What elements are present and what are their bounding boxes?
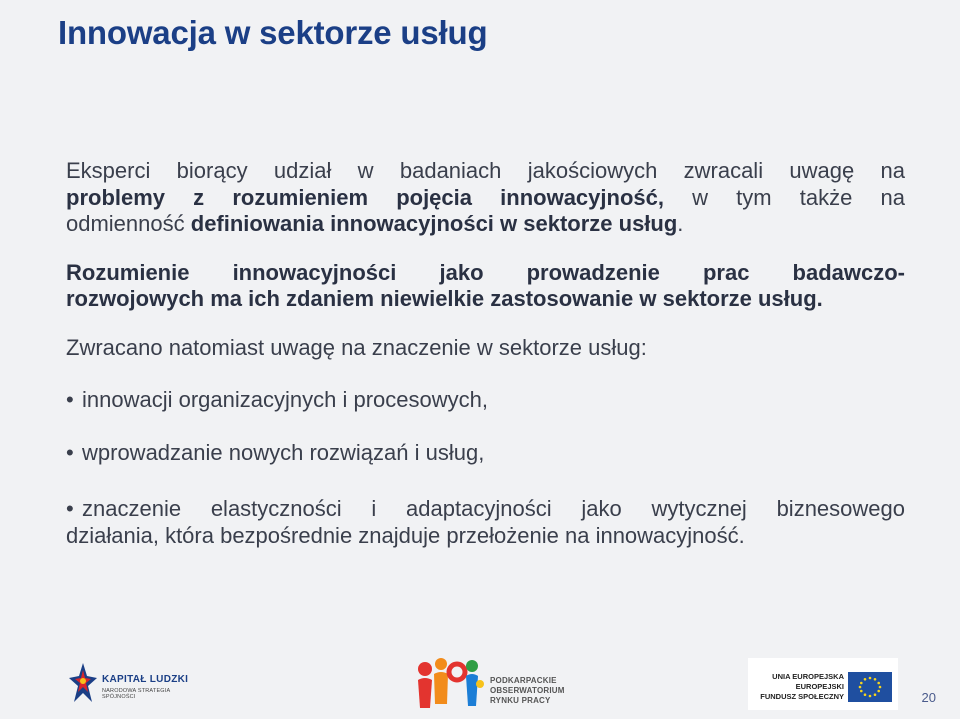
kapital-ludzki-logo [68, 660, 198, 706]
eu-line: EUROPEJSKI [795, 682, 844, 691]
paragraph-line [66, 496, 905, 523]
slide-title: Innowacja w sektorze usług [58, 14, 488, 51]
paragraph-line: Rozumienie innowacyjności jako prowadzenie prac badawczo- [66, 259, 905, 285]
observatory-line: PODKARPACKIE [490, 676, 557, 685]
observatory-line: RYNKU PRACY [490, 696, 551, 705]
bullet-item [66, 496, 905, 549]
bullet-item [66, 387, 905, 414]
observatory-figures-icon [414, 656, 486, 712]
paragraph-line: działania, która bezpośrednie znajduje przełożenie na innowacyjność. [66, 522, 745, 548]
bold-phrase: definiowania innowacyjności w sektorze usług [190, 211, 678, 236]
eu-flag-icon [848, 672, 892, 702]
page-number: 20 [921, 690, 936, 705]
paragraph-line: Eksperci biorący udział w badaniach jakościowych zwracali uwagę na [66, 158, 905, 183]
paragraph-line [66, 185, 905, 212]
eu-line: FUNDUSZ SPOŁECZNY [760, 692, 844, 701]
eu-logo [748, 658, 898, 710]
kapital-ludzki-title: KAPITAŁ LUDZKI [102, 674, 189, 685]
paragraph-experts [66, 158, 905, 238]
observatory-logo [414, 656, 574, 712]
plain-phrase: w tym także na [663, 184, 905, 210]
eu-text [758, 672, 844, 702]
bullet-text: wprowadzanie nowych rozwiązań i usług, [82, 439, 485, 465]
bullet-dot: • [66, 496, 74, 521]
bullet-text: znaczenie elastyczności i adaptacyjności jako wytycznej biznesowego [82, 496, 905, 521]
observatory-text [490, 676, 565, 706]
paragraph-line [66, 211, 905, 238]
plain-phrase: odmienność [66, 211, 191, 236]
plain-phrase: . [677, 211, 684, 236]
bold-phrase: problemy z rozumieniem pojęcia innowacyjność, [66, 184, 664, 210]
paragraph-attention: Zwracano natomiast uwagę na znaczenie w sektorze usług: [66, 334, 647, 360]
observatory-line: OBSERWATORIUM [490, 686, 565, 695]
paragraph-understanding [66, 260, 905, 313]
kapital-ludzki-subtitle: NARODOWA STRATEGIA SPÓJNOŚCI [102, 688, 171, 700]
footer [0, 650, 960, 719]
paragraph-line: rozwojowych ma ich zdaniem niewielkie zastosowanie w sektorze usług. [66, 286, 823, 311]
bullet-dot: • [66, 387, 74, 412]
bullet-text: innowacji organizacyjnych i procesowych, [82, 387, 488, 412]
poland-star-icon [68, 660, 98, 706]
slide-content [66, 158, 905, 549]
bullet-item [66, 440, 905, 467]
eu-line: UNIA EUROPEJSKA [772, 672, 844, 681]
bullet-dot: • [66, 439, 74, 465]
